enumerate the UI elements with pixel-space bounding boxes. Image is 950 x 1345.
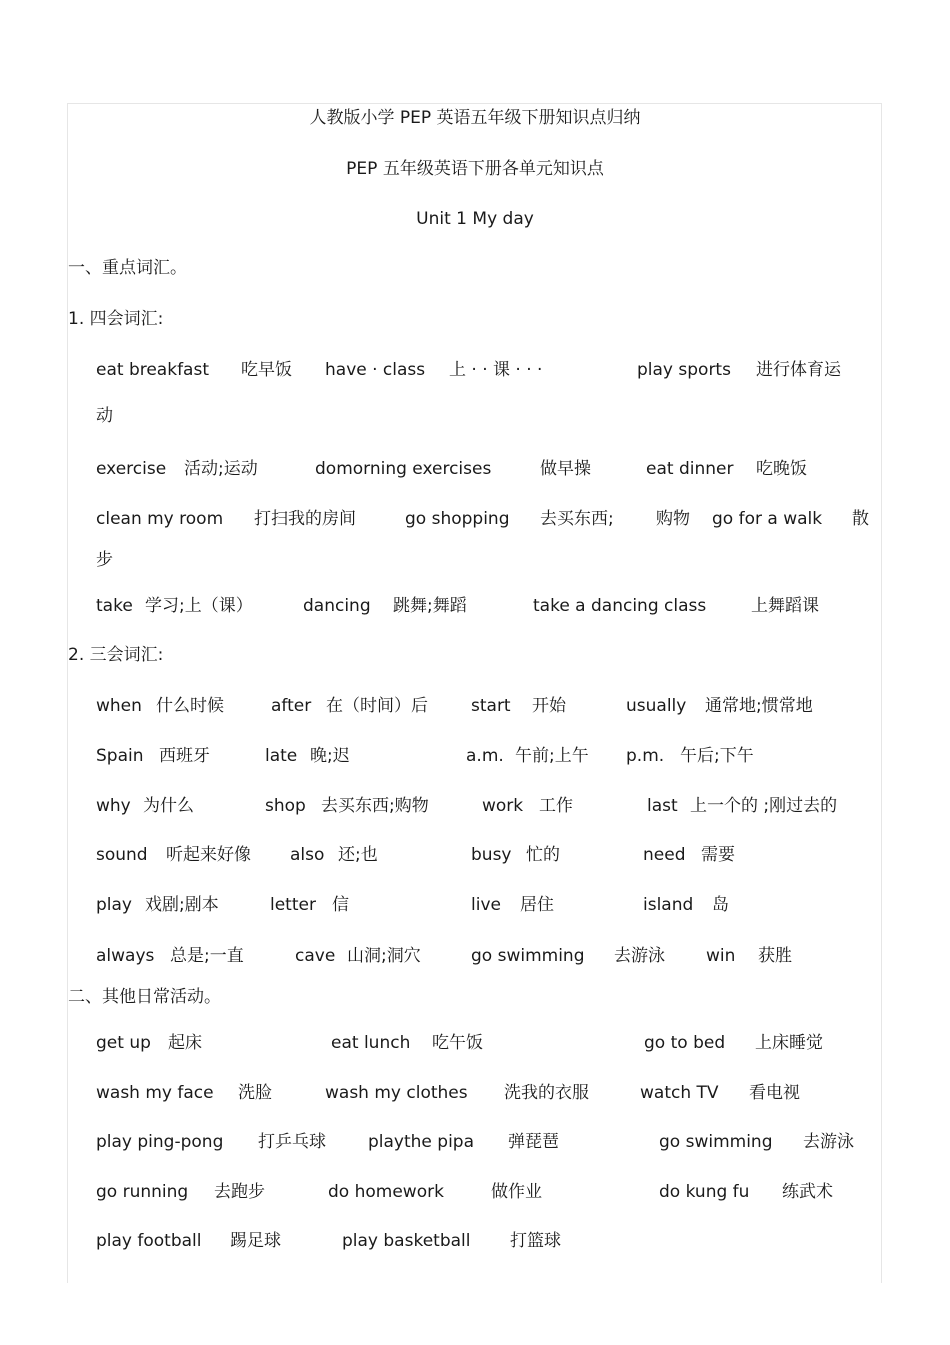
vocab-meaning: 去买东西; xyxy=(540,509,614,529)
vocab-term: need xyxy=(643,845,686,865)
vocab-meaning: 晚;迟 xyxy=(310,746,350,766)
activity-meaning: 洗我的衣服 xyxy=(504,1083,589,1103)
vocab-term: eat dinner xyxy=(646,459,734,479)
vocab-meaning: 戏剧;剧本 xyxy=(145,895,219,915)
activity-meaning: 去跑步 xyxy=(214,1182,265,1202)
vocab-meaning: 活动;运动 xyxy=(184,459,258,479)
vocab-meaning: 在（时间）后 xyxy=(326,696,428,716)
vocab-term: busy xyxy=(471,845,512,865)
page-subtitle: PEP 五年级英语下册各单元知识点 xyxy=(346,159,604,179)
subsection-heading-three-skill: 2. 三会词汇: xyxy=(68,645,164,665)
vocab-term: shop xyxy=(265,796,306,816)
vocab-meaning: 午前;上午 xyxy=(515,746,589,766)
vocab-term: late xyxy=(265,746,298,766)
vocab-term: start xyxy=(471,696,511,716)
vocab-meaning: 跳舞;舞蹈 xyxy=(393,596,467,616)
vocab-term: go for a walk xyxy=(712,509,823,529)
activity-term: eat lunch xyxy=(331,1033,411,1053)
vocab-term: island xyxy=(643,895,694,915)
unit-title: Unit 1 My day xyxy=(416,209,534,229)
vocab-meaning: 打扫我的房间 xyxy=(254,509,356,529)
vocab-term: when xyxy=(96,696,142,716)
vocab-meaning: 总是;一直 xyxy=(170,946,244,966)
vocab-term: after xyxy=(271,696,312,716)
activity-meaning: 打乒乓球 xyxy=(258,1132,326,1152)
activity-term: play ping-pong xyxy=(96,1132,224,1152)
activity-term: wash my clothes xyxy=(325,1083,468,1103)
vocab-term: go shopping xyxy=(405,509,510,529)
vocab-term: clean my room xyxy=(96,509,224,529)
vocab-term: also xyxy=(290,845,325,865)
vocab-meaning: 还;也 xyxy=(338,845,378,865)
activity-term: playthe pipa xyxy=(368,1132,475,1152)
vocab-meaning: 山洞;洞穴 xyxy=(347,946,421,966)
activity-term: go running xyxy=(96,1182,189,1202)
vocab-term: play sports xyxy=(637,360,731,380)
activity-meaning: 上床睡觉 xyxy=(755,1033,823,1053)
vocab-meaning: 进行体育运 xyxy=(756,360,841,380)
vocab-meaning: 获胜 xyxy=(758,946,792,966)
activity-meaning: 打篮球 xyxy=(510,1231,561,1251)
vocab-term: usually xyxy=(626,696,687,716)
section-heading-vocabulary: 一、重点词汇。 xyxy=(68,258,187,278)
activity-term: do kung fu xyxy=(659,1182,750,1202)
vocab-term: why xyxy=(96,796,131,816)
vocab-term: take a dancing class xyxy=(533,596,707,616)
vocab-meaning: 吃晚饭 xyxy=(756,459,807,479)
activity-meaning: 弹琵琶 xyxy=(508,1132,559,1152)
vocab-meaning: 西班牙 xyxy=(159,746,210,766)
vocab-meaning: 购物 xyxy=(656,509,690,529)
activity-term: do homework xyxy=(328,1182,444,1202)
vocab-meaning: 上舞蹈课 xyxy=(751,596,819,616)
vocab-meaning: 通常地;惯常地 xyxy=(705,696,813,716)
vocab-meaning: 开始 xyxy=(532,696,566,716)
vocab-term: take xyxy=(96,596,133,616)
section-heading-daily-activities: 二、其他日常活动。 xyxy=(68,987,221,1007)
vocab-meaning: 做早操 xyxy=(540,459,591,479)
vocab-meaning: 去游泳 xyxy=(614,946,665,966)
vocab-term: last xyxy=(647,796,678,816)
activity-term: go to bed xyxy=(644,1033,726,1053)
activity-meaning: 起床 xyxy=(168,1033,202,1053)
page-frame xyxy=(67,103,882,1283)
vocab-meaning: 散 xyxy=(852,509,869,529)
vocab-term: domorning exercises xyxy=(315,459,492,479)
activity-meaning: 做作业 xyxy=(491,1182,542,1202)
vocab-meaning-continued: 步 xyxy=(96,550,113,570)
activity-meaning: 去游泳 xyxy=(803,1132,854,1152)
vocab-term: always xyxy=(96,946,155,966)
vocab-meaning: 岛 xyxy=(712,895,729,915)
vocab-meaning: 忙的 xyxy=(526,845,560,865)
page-title: 人教版小学 PEP 英语五年级下册知识点归纳 xyxy=(309,108,641,128)
vocab-meaning: 为什么 xyxy=(143,796,194,816)
vocab-meaning-continued: 动 xyxy=(96,406,113,426)
vocab-meaning: 吃早饭 xyxy=(241,360,292,380)
activity-meaning: 吃午饭 xyxy=(432,1033,483,1053)
activity-term: get up xyxy=(96,1033,151,1053)
vocab-term: dancing xyxy=(303,596,371,616)
vocab-term: letter xyxy=(270,895,316,915)
subsection-heading-four-skill: 1. 四会词汇: xyxy=(68,309,164,329)
vocab-term: a.m. xyxy=(466,746,504,766)
vocab-term: live xyxy=(471,895,501,915)
activity-meaning: 练武术 xyxy=(782,1182,833,1202)
vocab-meaning: 上 · · 课 · · · xyxy=(449,360,543,380)
vocab-term: go swimming xyxy=(471,946,585,966)
vocab-meaning: 居住 xyxy=(520,895,554,915)
activity-term: watch TV xyxy=(640,1083,719,1103)
vocab-term: play xyxy=(96,895,132,915)
activity-term: play football xyxy=(96,1231,202,1251)
vocab-term: work xyxy=(482,796,524,816)
activity-meaning: 踢足球 xyxy=(230,1231,281,1251)
vocab-meaning: 学习;上（课） xyxy=(145,596,253,616)
activity-term: play basketball xyxy=(342,1231,471,1251)
vocab-meaning: 工作 xyxy=(539,796,573,816)
vocab-term: Spain xyxy=(96,746,144,766)
vocab-term: eat breakfast xyxy=(96,360,209,380)
vocab-term: exercise xyxy=(96,459,167,479)
vocab-meaning: 去买东西;购物 xyxy=(321,796,429,816)
vocab-term: p.m. xyxy=(626,746,665,766)
activity-meaning: 洗脸 xyxy=(238,1083,272,1103)
vocab-meaning: 上一个的 ;刚过去的 xyxy=(690,796,838,816)
vocab-term: sound xyxy=(96,845,148,865)
vocab-meaning: 需要 xyxy=(701,845,735,865)
activity-term: go swimming xyxy=(659,1132,773,1152)
activity-term: wash my face xyxy=(96,1083,214,1103)
vocab-meaning: 午后;下午 xyxy=(680,746,754,766)
vocab-term: cave xyxy=(295,946,336,966)
vocab-meaning: 听起来好像 xyxy=(166,845,251,865)
vocab-meaning: 什么时候 xyxy=(156,696,224,716)
activity-meaning: 看电视 xyxy=(749,1083,800,1103)
vocab-term: have · class xyxy=(325,360,426,380)
vocab-term: win xyxy=(706,946,736,966)
vocab-meaning: 信 xyxy=(332,895,349,915)
